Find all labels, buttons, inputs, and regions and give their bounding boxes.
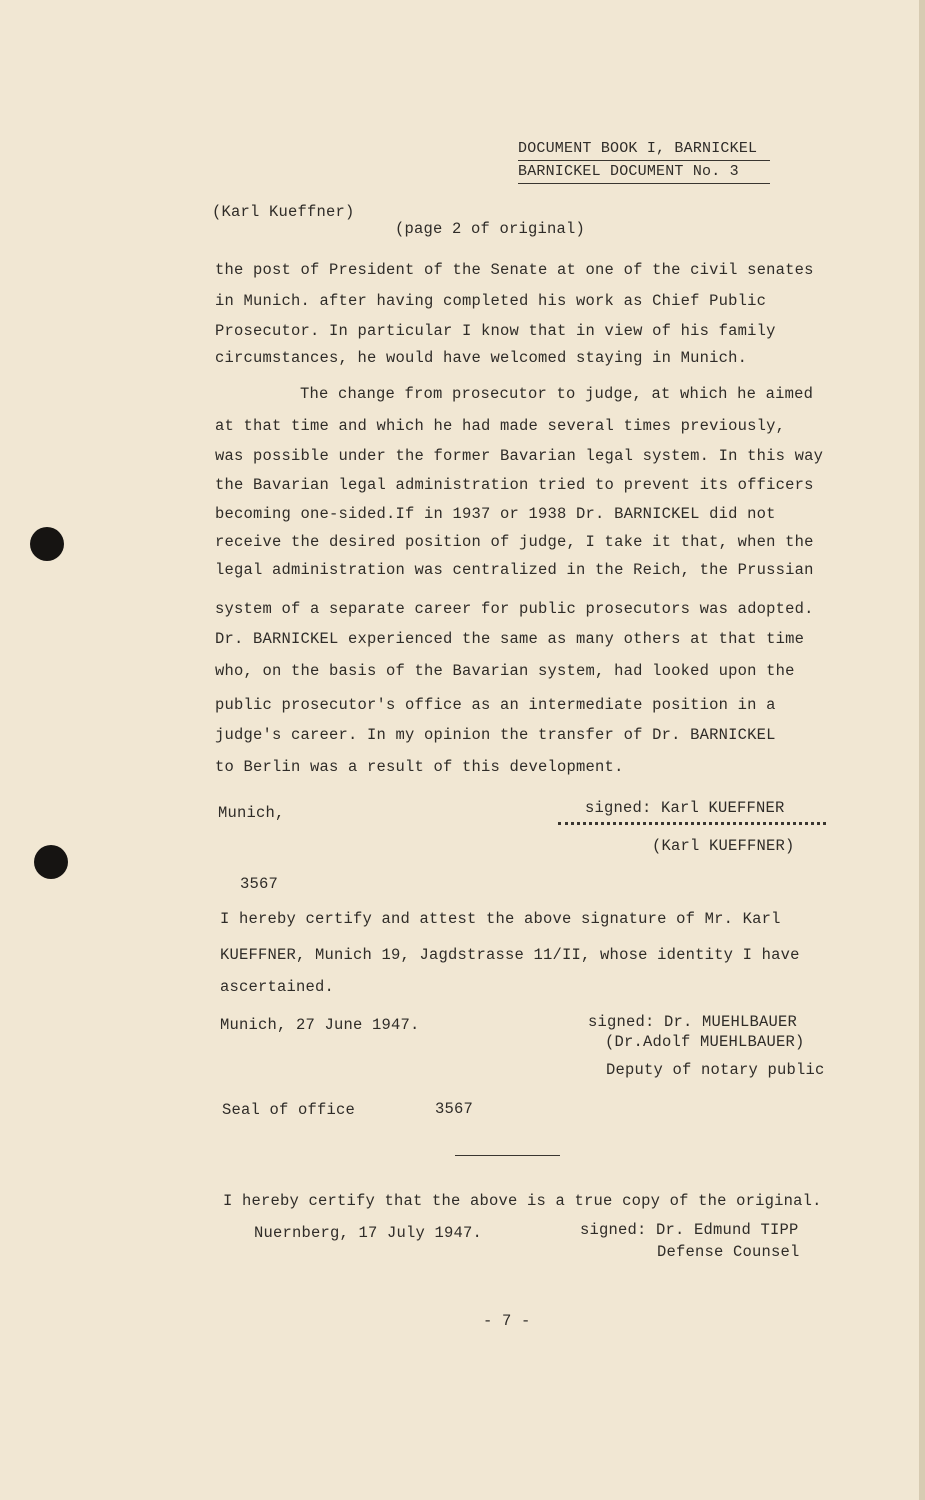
- paragraph-2-line: judge's career. In my opinion the transfer of Dr. BARNICKEL: [215, 726, 776, 744]
- true-copy-statement: I hereby certify that the above is a true copy of the original.: [223, 1192, 822, 1210]
- section-divider: [455, 1155, 560, 1156]
- true-copy-title: Defense Counsel: [657, 1243, 800, 1261]
- paragraph-2-line: legal administration was centralized in the Reich, the Prussian: [215, 561, 814, 579]
- paragraph-2-line: Dr. BARNICKEL experienced the same as many others at that time: [215, 630, 805, 648]
- paragraph-2-line: at that time and which he had made several times previously,: [215, 417, 786, 435]
- page-number: - 7 -: [483, 1312, 531, 1330]
- seal-number: 3567: [435, 1100, 474, 1118]
- certification-line: KUEFFNER, Munich 19, Jagdstrasse 11/II, whose identity I have: [220, 946, 800, 964]
- paragraph-2-line: public prosecutor's office as an intermediate position in a: [215, 696, 776, 714]
- certification-line: ascertained.: [220, 978, 335, 996]
- signature-signed: signed: Karl KUEFFNER: [585, 799, 785, 817]
- page-edge: [919, 0, 925, 1500]
- header-line-1: DOCUMENT BOOK I, BARNICKEL: [518, 138, 770, 161]
- notary-date: Munich, 27 June 1947.: [220, 1016, 420, 1034]
- notary-signed: signed: Dr. MUEHLBAUER: [588, 1013, 798, 1031]
- punch-hole-bottom: [34, 845, 68, 879]
- signature-place: Munich,: [218, 804, 285, 822]
- true-copy-date: Nuernberg, 17 July 1947.: [254, 1224, 483, 1242]
- punch-hole-top: [30, 527, 64, 561]
- paragraph-1-line: circumstances, he would have welcomed staying in Munich.: [215, 349, 748, 367]
- paragraph-1-line: in Munich. after having completed his work as Chief Public: [215, 292, 767, 310]
- paragraph-2-line: who, on the basis of the Bavarian system, had looked upon the: [215, 662, 795, 680]
- page-reference: (page 2 of original): [395, 220, 586, 238]
- paragraph-2-line: was possible under the former Bavarian legal system. In this way: [215, 447, 824, 465]
- paragraph-2-first-line: The change from prosecutor to judge, at which he aimed: [300, 385, 814, 403]
- notary-title: Deputy of notary public: [606, 1061, 825, 1079]
- paragraph-1-line: Prosecutor. In particular I know that in view of his family: [215, 322, 776, 340]
- paragraph-2-line: to Berlin was a result of this development.: [215, 758, 624, 776]
- paragraph-2-line: receive the desired position of judge, I take it that, when the: [215, 533, 814, 551]
- true-copy-signed: signed: Dr. Edmund TIPP: [580, 1221, 799, 1239]
- paragraph-2-line: system of a separate career for public prosecutors was adopted.: [215, 600, 814, 618]
- paragraph-2-line: the Bavarian legal administration tried to prevent its officers: [215, 476, 814, 494]
- notary-name: (Dr.Adolf MUEHLBAUER): [605, 1033, 805, 1051]
- paragraph-1-line: the post of President of the Senate at one of the civil senates: [215, 261, 814, 279]
- header-line-2: BARNICKEL DOCUMENT No. 3: [518, 161, 770, 184]
- document-header: [518, 138, 770, 184]
- paragraph-2-line: becoming one-sided.If in 1937 or 1938 Dr. BARNICKEL did not: [215, 505, 776, 523]
- certification-line: I hereby certify and attest the above signature of Mr. Karl: [220, 910, 781, 928]
- seal-label: Seal of office: [222, 1101, 356, 1119]
- document-number: 3567: [240, 875, 279, 893]
- signature-dotted-line: [558, 822, 826, 825]
- signature-name: (Karl KUEFFNER): [652, 837, 795, 855]
- author-name: (Karl Kueffner): [212, 203, 355, 221]
